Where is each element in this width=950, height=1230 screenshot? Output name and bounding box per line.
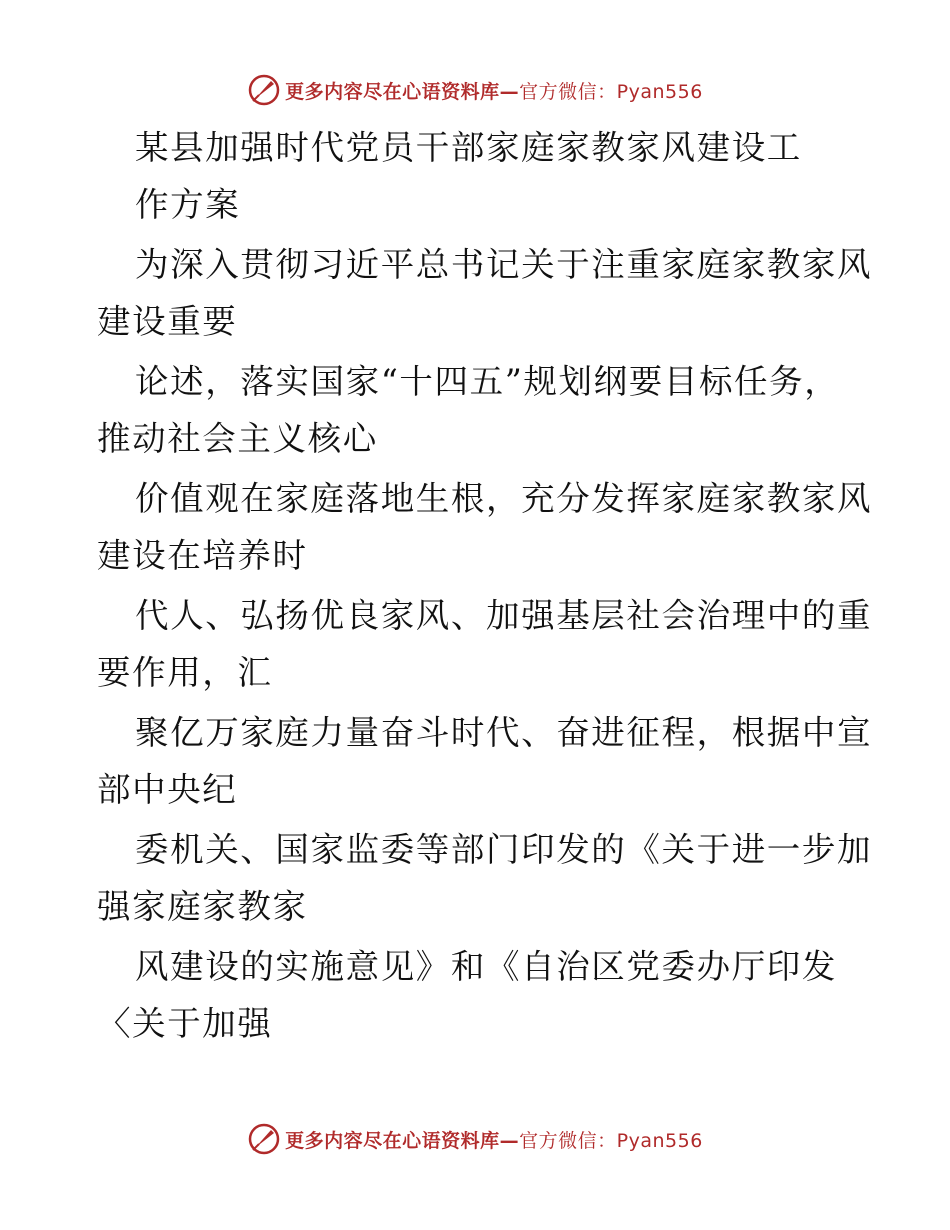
feather-pen-logo-icon <box>247 73 281 107</box>
header-banner <box>0 70 950 110</box>
paragraph-line: 建设在培养时 <box>97 536 308 575</box>
banner-text: 更多内容尽在心语资料库— <box>285 1129 520 1152</box>
title-line-1: 某县加强时代党员干部家庭家教家风建设工 <box>135 128 802 167</box>
paragraph-line: 建设重要 <box>97 302 238 341</box>
paragraph-line: 推动社会主义核心 <box>97 419 378 458</box>
paragraph-line: 代人、弘扬优良家风、加强基层社会治理中的重 <box>135 596 873 635</box>
paragraph-line: 〈关于加强 <box>97 1004 273 1043</box>
paragraph-line: 聚亿万家庭力量奋斗时代、奋进征程，根据中宣 <box>135 713 873 752</box>
paragraph-line: 风建设的实施意见》和《自治区党委办厅印发 <box>135 947 837 986</box>
feather-pen-logo-icon <box>247 1122 281 1156</box>
paragraph-line: 价值观在家庭落地生根，充分发挥家庭家教家风 <box>135 479 873 518</box>
banner-text: 更多内容尽在心语资料库— <box>285 80 520 103</box>
paragraph-line: 论述，落实国家“十四五”规划纲要目标任务， <box>135 362 840 401</box>
banner-wechat: 官方微信：Pyan556 <box>519 80 703 103</box>
banner-wechat: 官方微信：Pyan556 <box>519 1129 703 1152</box>
paragraph-line: 委机关、国家监委等部门印发的《关于进一步加 <box>135 830 873 869</box>
footer-banner <box>0 1119 950 1159</box>
paragraph-line: 要作用，汇 <box>97 653 273 692</box>
title-line-2: 作方案 <box>135 185 241 224</box>
paragraph-line: 为深入贯彻习近平总书记关于注重家庭家教家风 <box>135 245 873 284</box>
paragraph-line: 强家庭家教家 <box>97 887 308 926</box>
paragraph-line: 部中央纪 <box>97 770 238 809</box>
